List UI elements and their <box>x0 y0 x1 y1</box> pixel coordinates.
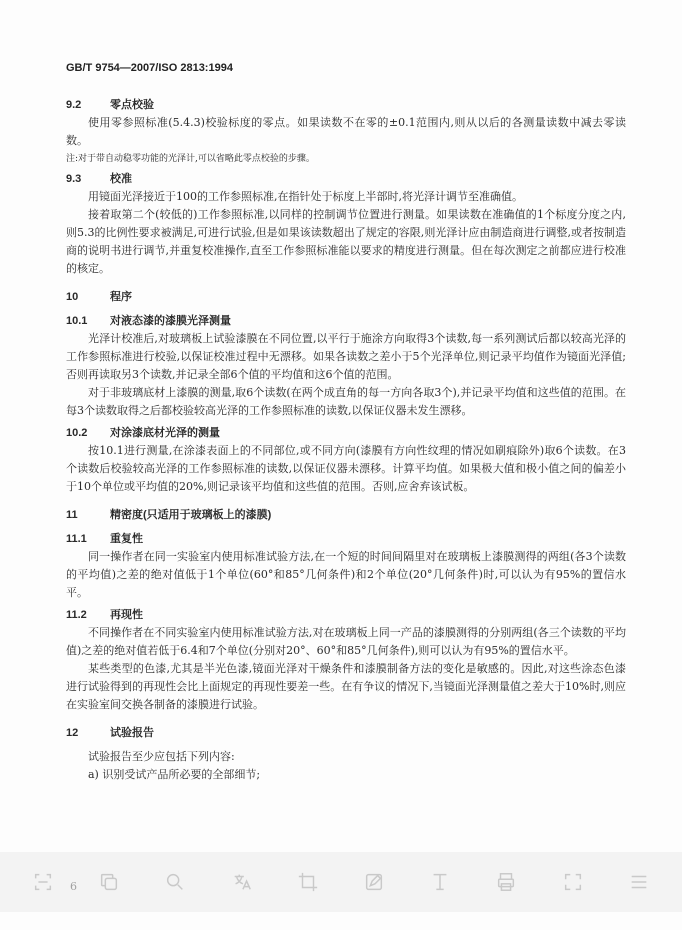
reader-toolbar <box>0 852 682 912</box>
edit-button[interactable] <box>357 865 391 899</box>
section-number: 10.2 <box>66 427 88 439</box>
section-10-2-heading <box>66 424 626 442</box>
search-button[interactable] <box>158 865 192 899</box>
section-12-heading <box>66 724 626 742</box>
text-icon <box>429 871 451 893</box>
section-title: 对液态漆的漆膜光泽测量 <box>110 315 231 327</box>
crop-button[interactable] <box>291 865 325 899</box>
list-item: a) 识别受试产品所必要的全部细节; <box>88 768 261 781</box>
section-9-2-heading <box>66 96 626 114</box>
section-title: 程序 <box>110 291 132 303</box>
section-number: 9.3 <box>66 173 82 185</box>
section-title: 试验报告 <box>110 727 154 739</box>
section-title: 对涂漆底材光泽的测量 <box>110 427 220 439</box>
section-title: 零点校验 <box>110 99 154 111</box>
standard-header: GB/T 9754—2007/ISO 2813:1994 <box>66 62 233 74</box>
menu-icon <box>628 871 650 893</box>
edit-icon <box>363 871 385 893</box>
crop-icon <box>297 871 319 893</box>
menu-button[interactable] <box>622 865 656 899</box>
section-number: 10.1 <box>66 315 88 327</box>
section-title: 校准 <box>110 173 132 185</box>
note: 注:对于带自动稳零功能的光泽计,可以省略此零点校验的步骤。 <box>66 154 315 164</box>
section-title: 再现性 <box>110 609 143 621</box>
paragraph: 光泽计校准后,对玻璃板上试验漆膜在不同位置,以平行于施涂方向取得3个读数,每一系列测试后都以较高光泽的工作参照标准进行校验,以保证校准过程中无漂移。如果各读数之差小于5个光泽单位,则记录平均值作为镜面光泽值;否则再读取另3个读数,并记录全部6个值的平均值和这6个值的范围。 <box>66 332 626 381</box>
section-number: 9.2 <box>66 99 82 111</box>
section-number: 10 <box>66 291 79 303</box>
fullscreen-icon <box>562 871 584 893</box>
translate-icon <box>231 871 253 893</box>
section-number: 12 <box>66 727 79 739</box>
scan-button[interactable] <box>26 865 60 899</box>
paragraph: 对于非玻璃底材上漆膜的测量,取6个读数(在两个成直角的每一方向各取3个),并记录平均值和这些值的范围。在每3个读数取得之后都校验较高光泽的工作参照标准的读数,以保证仪器未发生漂移。 <box>66 386 626 417</box>
paragraph: 接着取第二个(较低的)工作参照标准,以同样的控制调节位置进行测量。如果读数在准确值的1个标度分度之内,则5.3的比例性要求被满足,可进行试验,但是如果该读数超出了规定的容限,则光泽计应由制造商进行调整,或者按制造商的说明书进行调节,并重复校准操作,直至工作参照标准能以要求的精度进行测量。但在每次测定之前都应进行校准的核定。 <box>66 208 626 275</box>
paragraph: 用镜面光泽接近于100的工作参照标准,在指针处于标度上半部时,将光泽计调节至准确值。 <box>88 190 523 203</box>
section-title: 重复性 <box>110 533 143 545</box>
print-button[interactable] <box>489 865 523 899</box>
search-icon <box>164 871 186 893</box>
paragraph: 某些类型的色漆,尤其是半光色漆,镜面光泽对干燥条件和漆膜制备方法的变化是敏感的。因此,对这些涂态色漆进行试验得到的再现性会比上面规定的再现性要差一些。在有争议的情况下,当镜面光泽测量值之差大于10%时,则应在实验室间交换各制备的漆膜进行试验。 <box>66 662 626 711</box>
fullscreen-button[interactable] <box>556 865 590 899</box>
document-body <box>66 92 626 784</box>
paragraph: 使用零参照标准(5.4.3)校验标度的零点。如果读数不在零的±0.1范围内,则从以后的各测量读数中减去零读数。 <box>66 116 626 147</box>
paragraph: 同一操作者在同一实验室内使用标准试验方法,在一个短的时间间隔里对在玻璃板上漆膜测得的两组(各3个读数的平均值)之差的绝对值低于1个单位(60°和85°几何条件)和2个单位(20°几何条件)时,可以认为有95%的置信水平。 <box>66 550 626 599</box>
translate-button[interactable] <box>225 865 259 899</box>
paragraph: 试验报告至少应包括下列内容: <box>88 750 235 763</box>
section-10-1-heading <box>66 312 626 330</box>
section-number: 11 <box>66 509 78 521</box>
section-11-2-heading <box>66 606 626 624</box>
copy-icon <box>98 871 120 893</box>
scan-icon <box>32 871 54 893</box>
paragraph: 按10.1进行测量,在涂漆表面上的不同部位,或不同方向(漆膜有方向性纹理的情况如刷痕除外)取6个读数。在3个读数后校验较高光泽的工作参照标准的读数,以保证仪器未漂移。计算平均值。如果极大值和极小值之间的偏差小于10个单位或平均值的20%,则记录该平均值和这些值的范围。否则,应舍弃该试板。 <box>66 444 626 493</box>
section-9-3-heading <box>66 170 626 188</box>
section-11-heading <box>66 506 626 524</box>
section-number: 11.2 <box>66 609 87 621</box>
paragraph: 不同操作者在不同实验室内使用标准试验方法,对在玻璃板上同一产品的漆膜测得的分别两组(各三个读数的平均值)之差的绝对值若低于6.4和7个单位(分别对20°、60°和85°几何条件),则可以认为有95%的置信水平。 <box>66 626 626 657</box>
section-number: 11.1 <box>66 533 87 545</box>
section-11-1-heading <box>66 530 626 548</box>
text-button[interactable] <box>423 865 457 899</box>
section-title: 精密度(只适用于玻璃板上的漆膜) <box>110 509 272 521</box>
section-10-heading <box>66 288 626 306</box>
copy-button[interactable] <box>92 865 126 899</box>
print-icon <box>495 871 517 893</box>
